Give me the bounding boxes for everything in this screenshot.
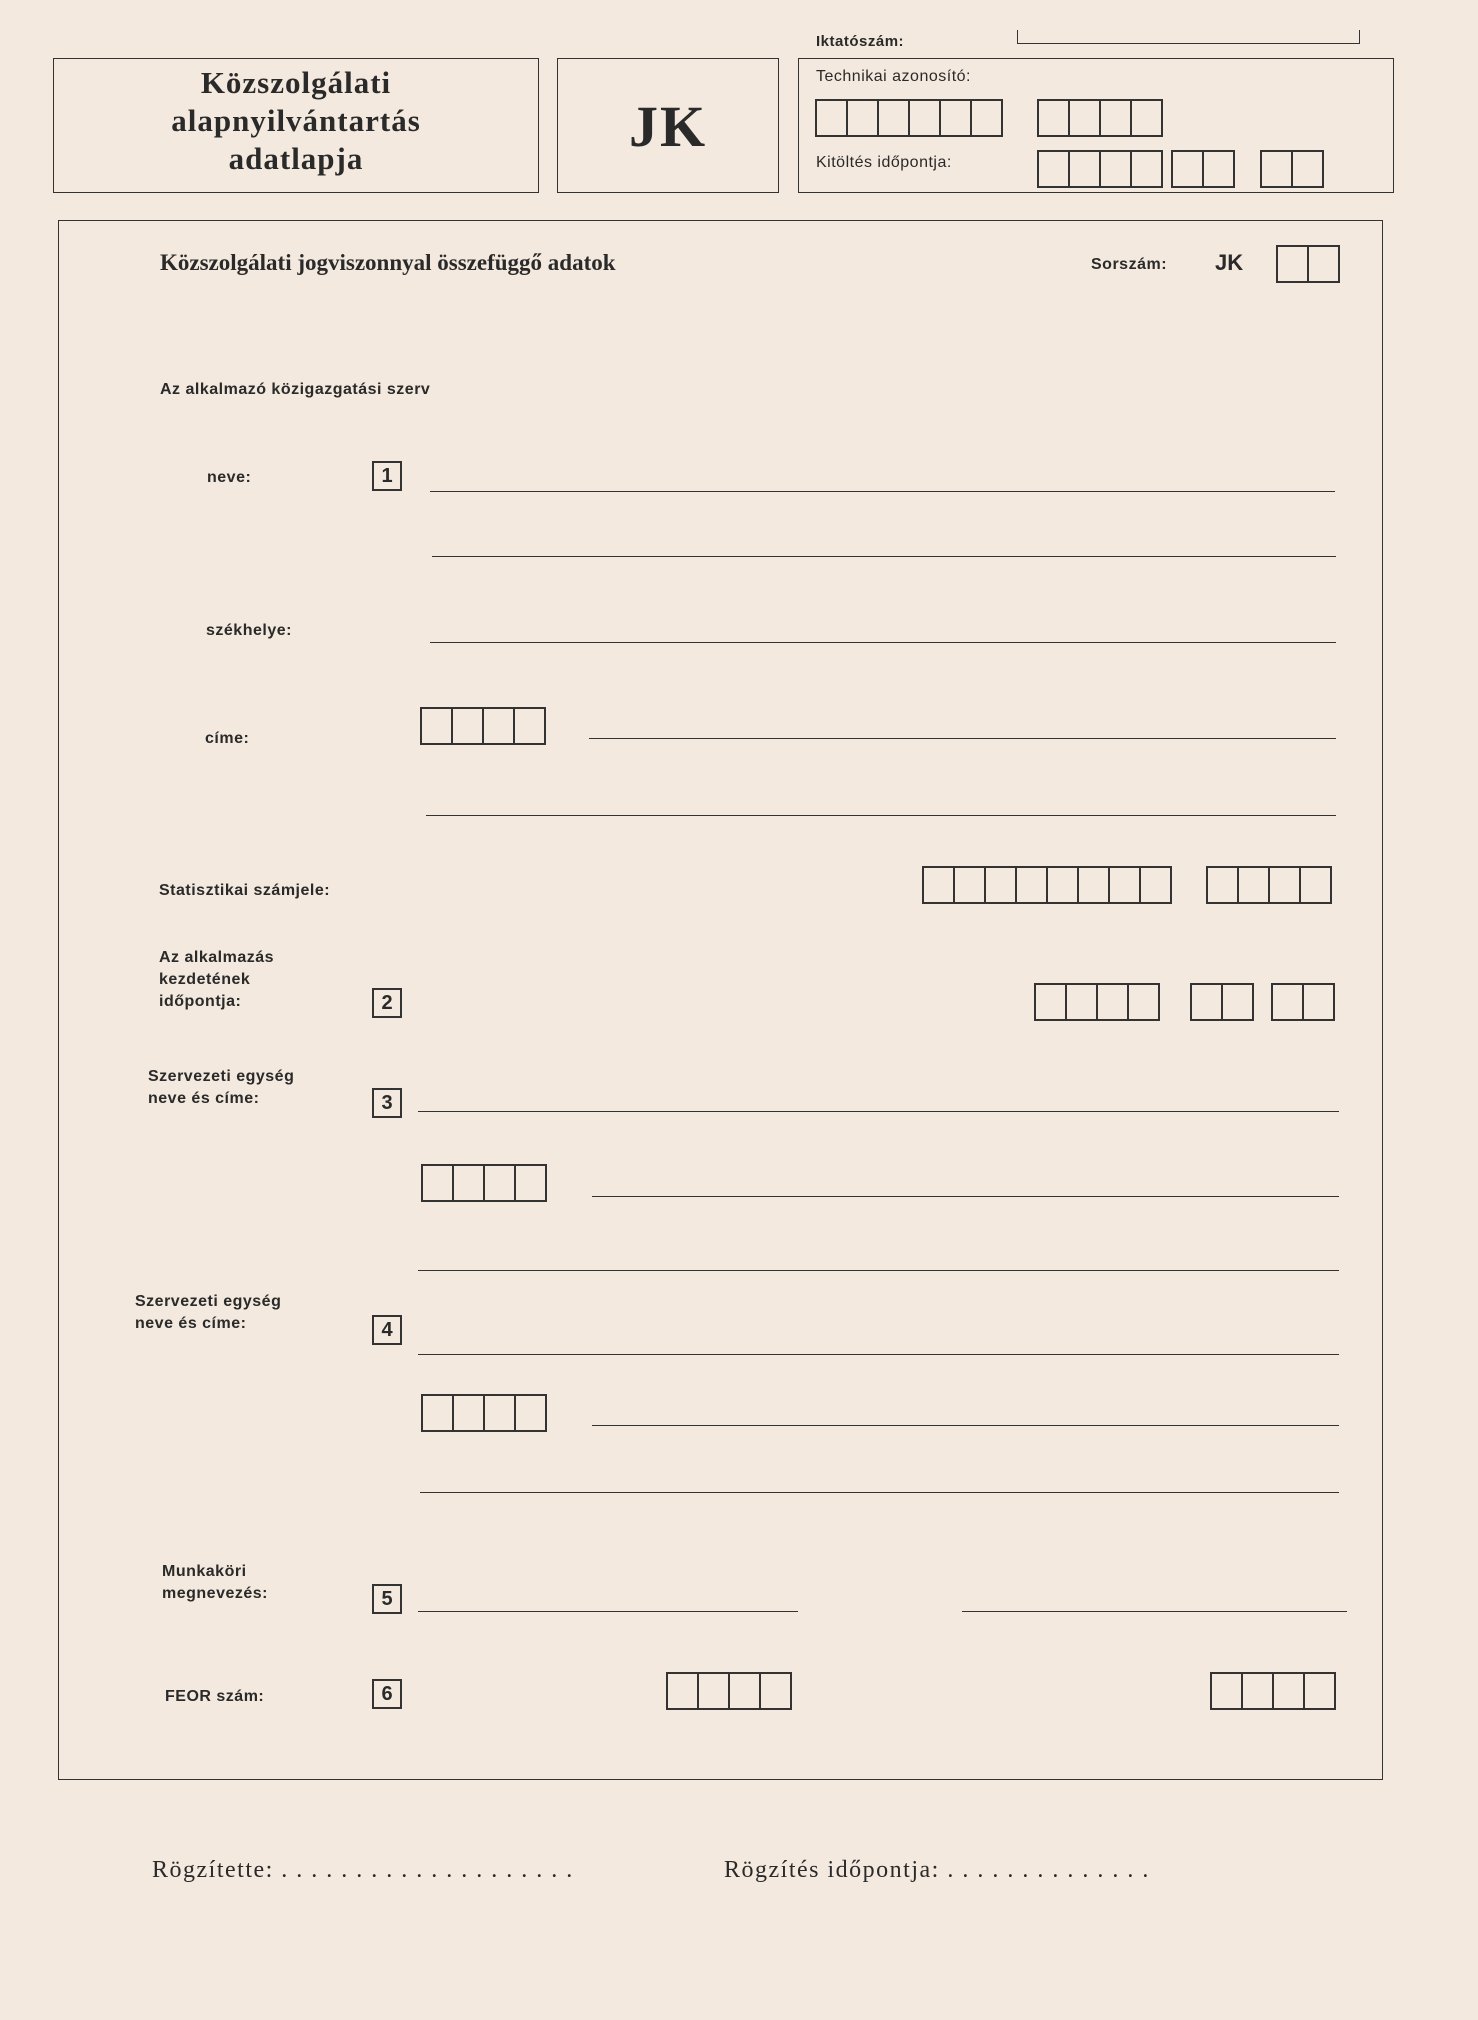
stat-cells-a[interactable] [922, 866, 1170, 904]
szekhelye-line[interactable] [430, 642, 1336, 643]
rogzitette-field[interactable]: Rögzítette: . . . . . . . . . . . . . . . . . . . . [152, 1857, 574, 1883]
technikai-label: Technikai azonosító: [816, 68, 971, 85]
unit1-postcode-cells[interactable] [421, 1164, 545, 1202]
unit1-line-1[interactable] [418, 1111, 1339, 1112]
unit2-label-line-2: neve és címe: [135, 1315, 247, 1332]
start-year-cells[interactable] [1034, 983, 1158, 1021]
start-label-line-1: Az alkalmazás [159, 949, 275, 966]
field-number-3: 3 [372, 1088, 402, 1118]
unit1-label [148, 1066, 294, 1110]
cime-label: címe: [205, 730, 250, 747]
field-number-1: 1 [372, 461, 402, 491]
technikai-id-cells-a[interactable] [815, 99, 1001, 137]
title-box [53, 58, 539, 193]
unit2-label [135, 1291, 281, 1335]
unit1-label-line-1: Szervezeti egység [148, 1068, 295, 1085]
unit2-line-1[interactable] [418, 1354, 1339, 1355]
feor-cells-a[interactable] [666, 1672, 790, 1710]
unit2-label-line-1: Szervezeti egység [135, 1293, 282, 1310]
feor-label: FEOR szám: [165, 1688, 265, 1705]
job-line-a[interactable] [418, 1611, 798, 1612]
sorszam-code: JK [1215, 250, 1244, 275]
kitoltes-year-cells[interactable] [1037, 150, 1161, 188]
job-label-line-1: Munkaköri [162, 1563, 247, 1580]
unit1-line-3[interactable] [418, 1270, 1339, 1271]
neve-label: neve: [207, 469, 252, 486]
unit1-label-line-2: neve és címe: [148, 1090, 260, 1107]
kitoltes-month-cells[interactable] [1171, 150, 1233, 188]
unit2-line-3[interactable] [420, 1492, 1339, 1493]
unit1-line-2[interactable] [592, 1196, 1339, 1197]
title-line-1: Közszolgálati [200, 65, 392, 100]
form-code: JK [628, 94, 708, 159]
form-code-box [557, 58, 779, 193]
job-line-b[interactable] [962, 1611, 1347, 1612]
cime-line-2[interactable] [426, 815, 1336, 816]
iktatoszam-bracket[interactable] [1017, 30, 1360, 44]
stat-label: Statisztikai számjele: [159, 882, 331, 899]
field-number-6: 6 [372, 1679, 402, 1709]
iktatoszam-label: Iktatószám: [816, 33, 905, 50]
stat-cells-b[interactable] [1206, 866, 1330, 904]
szekhelye-label: székhelye: [206, 622, 292, 639]
job-label-line-2: megnevezés: [162, 1585, 268, 1602]
section-title: Közszolgálati jogviszonnyal összefüggő adatok [160, 250, 616, 275]
sorszam-cells[interactable] [1276, 245, 1338, 283]
feor-cells-b[interactable] [1210, 1672, 1334, 1710]
field-number-5: 5 [372, 1584, 402, 1614]
start-label-line-2: kezdetének [159, 971, 251, 988]
title-line-2: alapnyilvántartás [171, 103, 421, 138]
admin-box [798, 58, 1394, 193]
start-label [159, 947, 274, 1013]
neve-line-1[interactable] [430, 491, 1335, 492]
technikai-id-cells-b[interactable] [1037, 99, 1161, 137]
kitoltes-label: Kitöltés időpontja: [816, 154, 952, 171]
unit2-postcode-cells[interactable] [421, 1394, 545, 1432]
sorszam-label: Sorszám: [1091, 256, 1168, 273]
start-day-cells[interactable] [1271, 983, 1333, 1021]
title-line-3: adatlapja [228, 141, 364, 176]
cime-line-1[interactable] [589, 738, 1336, 739]
field-number-4: 4 [372, 1315, 402, 1345]
field-number-2: 2 [372, 988, 402, 1018]
start-month-cells[interactable] [1190, 983, 1252, 1021]
rogzites-idopontja-field[interactable]: Rögzítés időpontja: . . . . . . . . . . . . . . [724, 1857, 1150, 1883]
employer-heading: Az alkalmazó közigazgatási szerv [160, 381, 431, 398]
start-label-line-3: időpontja: [159, 993, 242, 1010]
job-label [162, 1561, 268, 1605]
kitoltes-day-cells[interactable] [1260, 150, 1322, 188]
unit2-line-2[interactable] [592, 1425, 1339, 1426]
cime-postcode-cells[interactable] [420, 707, 544, 745]
neve-line-2[interactable] [432, 556, 1336, 557]
